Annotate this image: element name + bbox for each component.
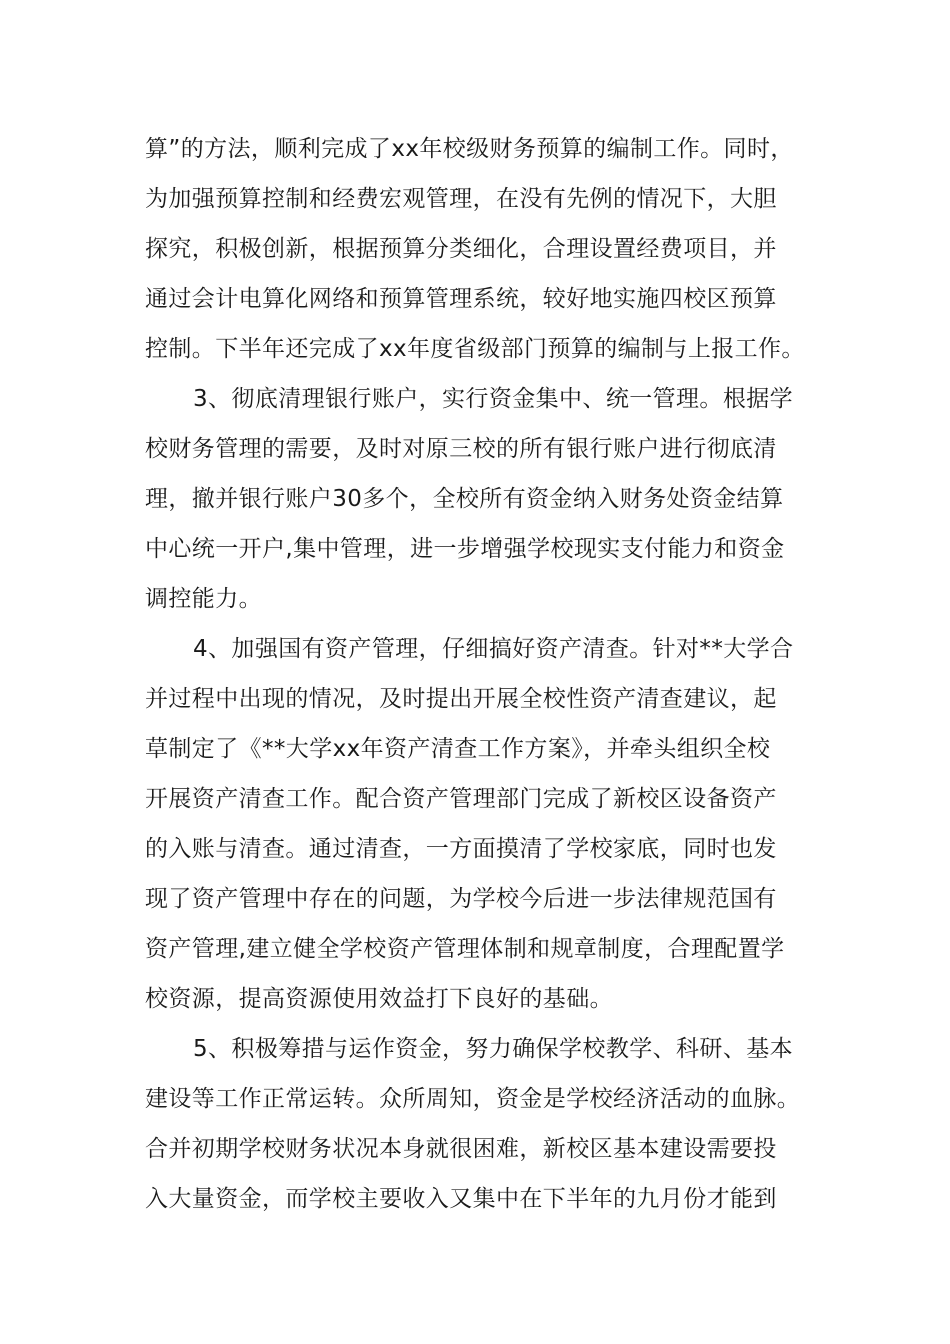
text-line: 合并初期学校财务状况本身就很困难，新校区基本建设需要投 [145,1136,777,1162]
text-line: 4、加强国有资产管理，仔细搞好资产清查。针对**大学合 [193,636,794,662]
text-line: 开展资产清查工作。配合资产管理部门完成了新校区设备资产 [145,786,777,812]
text-line: 草制定了《**大学xx年资产清查工作方案》，并牵头组织全校 [145,736,771,762]
text-line: 现了资产管理中存在的问题，为学校今后进一步法律规范国有 [145,886,777,912]
text-line: 调控能力。 [145,586,262,612]
text-line: 校财务管理的需要，及时对原三校的所有银行账户进行彻底清 [145,436,777,462]
text-line: 为加强预算控制和经费宏观管理，在没有先例的情况下，大胆 [145,186,777,212]
text-line: 入大量资金，而学校主要收入又集中在下半年的九月份才能到 [145,1186,777,1212]
text-line: 的入账与清查。通过清查，一方面摸清了学校家底，同时也发 [145,836,777,862]
text-line: 控制。下半年还完成了xx年度省级部门预算的编制与上报工作。 [145,336,805,362]
text-line: 理，撤并银行账户30多个，全校所有资金纳入财务处资金结算 [145,486,784,512]
text-line: 通过会计电算化网络和预算管理系统，较好地实施四校区预算 [145,286,777,312]
text-line: 5、积极筹措与运作资金，努力确保学校教学、科研、基本 [193,1036,794,1062]
text-line: 资产管理,建立健全学校资产管理体制和规章制度，合理配置学 [145,936,785,962]
text-line: 中心统一开户,集中管理，进一步增强学校现实支付能力和资金 [145,536,785,562]
text-line: 探究，积极创新，根据预算分类细化，合理设置经费项目，并 [145,236,777,262]
text-line: 校资源，提高资源使用效益打下良好的基础。 [145,986,613,1012]
text-line: 3、彻底清理银行账户，实行资金集中、统一管理。根据学 [193,386,794,412]
text-line: 并过程中出现的情况，及时提出开展全校性资产清查建议，起 [145,686,777,712]
text-line: 算”的方法，顺利完成了xx年校级财务预算的编制工作。同时， [145,136,794,162]
text-line: 建设等工作正常运转。众所周知，资金是学校经济活动的血脉。 [145,1086,801,1112]
